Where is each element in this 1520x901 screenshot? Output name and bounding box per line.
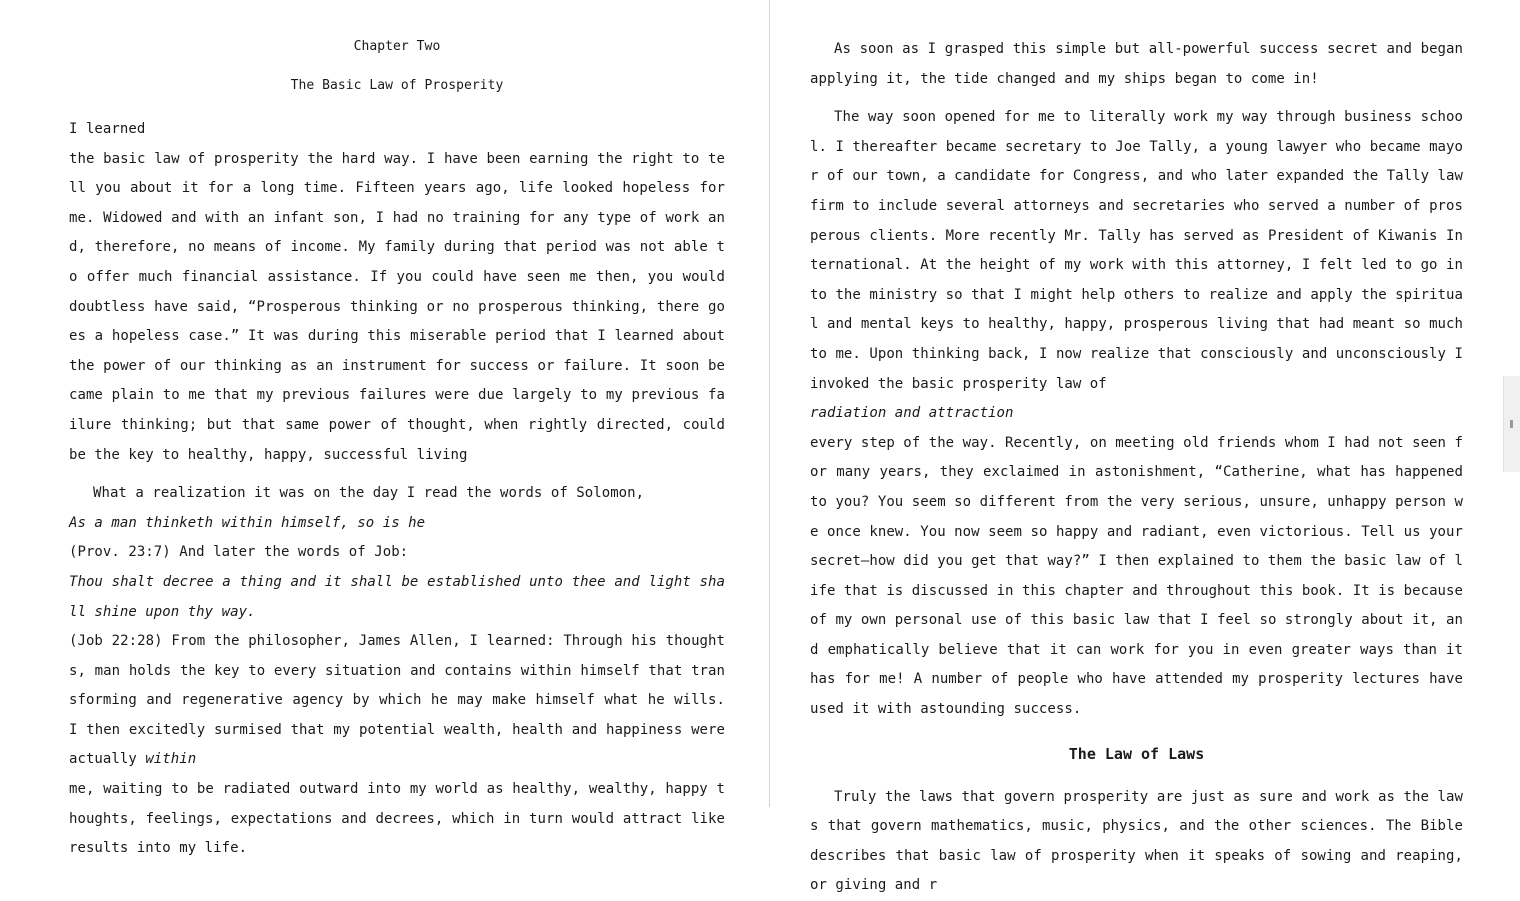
paragraph-allen (69, 627, 725, 775)
paragraph-allen-text: (Job 22:28) From the philosopher, James Allen, I learned: Through his thoughts, man holds the key to every situation and contains within himself that transforming and regenerative agency by which he may make himself what he wills. I then excitedly surmised that my potential wealth, health and happiness were actually (69, 633, 725, 768)
scroll-grip-icon (1510, 420, 1513, 428)
chapter-label: Chapter Two (353, 39, 441, 54)
section-heading: The Law of Laws (1068, 744, 1205, 763)
paragraph-solomon: What a realization it was on the day I read the words of Solomon, (93, 485, 645, 502)
quote-job: Thou shalt decree a thing and it shall be established unto thee and light shall shine upon thy way. (69, 573, 725, 620)
radiation-attraction-emphasis: radiation and attraction (810, 405, 1014, 422)
paragraph-tail: me, waiting to be radiated outward into my world as healthy, wealthy, happy thoughts, feelings, expectations and decrees, which in turn would attract like results into my life. (69, 781, 725, 857)
paragraph-laws: Truly the laws that govern prosperity are just as sure and work as the laws that govern mathematics, music, physics, and the other sciences. The Bible describes that basic law of prosperity when it speaks of sowing and reaping, or giving and r (810, 788, 1463, 894)
reference-proverbs: (Prov. 23:7) And later the words of Job: (69, 544, 409, 561)
paragraph-lead: I learned (69, 121, 146, 137)
quote-proverbs: As a man thinketh within himself, so is he (69, 514, 426, 531)
right-page (770, 0, 1503, 894)
side-scroll-tab[interactable] (1503, 376, 1520, 472)
paragraph-career: The way soon opened for me to literally work my way through business school. I thereafter became secretary to Joe Tally, a young lawyer who became mayor of our town, a candidate for Congress, and who later expanded the Tally law firm to include several attorneys and secretaries who served a number of prosperous clients. More recently Mr. Tally has served as President of Kiwanis International. At the height of my work with this attorney, I felt led to go into the ministry so that I might help others to realize and apply the spiritual and mental keys to healthy, happy, prosperous living that had meant so much to me. Upon thinking back, I now realize that consciously and unconsciously I invoked the basic prosperity law of (810, 109, 1463, 392)
chapter-title: The Basic Law of Prosperity (290, 78, 504, 93)
within-emphasis: within (145, 751, 197, 768)
paragraph-secret: As soon as I grasped this simple but all-powerful success secret and began applying it, the tide changed and my ships began to come in! (810, 41, 1463, 87)
paragraph-friends: every step of the way. Recently, on meeting old friends whom I had not seen for many years, they exclaimed in astonishment, “Catherine, what has happened to you? You seem so different from the very serious, unsure, unhappy person we once knew. You now seem so happy and radiant, even victorious. Tell us your secret—how did you get that way?” I then explained to them the basic law of life that is discussed in this chapter and throughout this book. It is because of my own personal use of this basic law that I feel so strongly about it, and emphatically believe that it can work for you in even greater ways than it has for me! A number of people who have attended my prosperity lectures have used it with astounding success. (810, 434, 1463, 718)
paragraph-body: the basic law of prosperity the hard way. I have been earning the right to tell you about it for a long time. Fifteen years ago, life looked hopeless for me. Widowed and with an infant son, I had no training for any type of work and, therefore, no means of income. My family during that period was not able to offer much financial assistance. If you could have seen me then, you would doubtless have said, “Prosperous thinking or no prosperous thinking, there goes a hopeless case.” It was during this miserable period that I learned about the power of our thinking as an instrument for success or failure. It soon became plain to me that my previous failures were due largely to my previous failure thinking; but that same power of thought, when rightly directed, could be the key to healthy, happy, successful living (69, 150, 725, 463)
left-page (0, 0, 769, 857)
